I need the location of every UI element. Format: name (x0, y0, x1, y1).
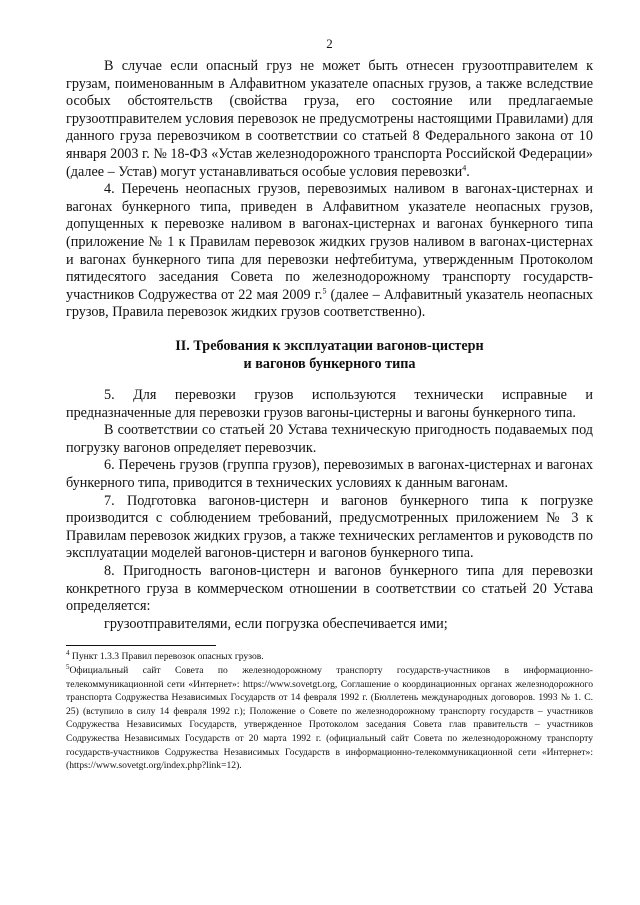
paragraph-8: 8. Пригодность вагонов-цистерн и вагонов бункерного типа для перевозки конкретного груза в коммерческом отношении в соответствии со статьей 20 Устава определяется: (66, 563, 593, 615)
footnote-4 (66, 650, 593, 664)
paragraph-text-tail: . (466, 163, 470, 180)
paragraph-text: В случае если опасный груз не может быть отнесен грузоотправителем к грузам, поименованным в Алфавитном указателе опасных грузов, а также вследствие особых обстоятельств (свойства груза, его состояние или предлагаемые грузоотправителем условия перевозок не предусмотрены настоящими Правилами) для данного груза перевозчиком в соответствии со статьей 8 Федерального закона от 10 января 2003 г. № 18-ФЗ «Устав железнодорожного транспорта Российской Федерации» (далее – Устав) могут устанавливаться особые условия перевозки (66, 58, 593, 180)
paragraph-5: 5. Для перевозки грузов используются технически исправные и предназначенные для перевозки грузов вагоны-цистерны и вагоны бункерного типа. (66, 387, 593, 421)
paragraph-4 (66, 181, 593, 322)
footnote-mark: 5 (66, 662, 70, 671)
paragraph-7: 7. Подготовка вагонов-цистерн и вагонов бункерного типа к погрузке производится с соблюдением требований, предусмотренных приложением № 3 к Правилам перевозок жидких грузов, а также технических регламентов и руководств по эксплуатации моделей вагонов-цистерн и вагонов бункерного типа. (66, 492, 593, 562)
page-number: 2 (326, 36, 333, 51)
paragraph-5-continued: В соответствии со статьей 20 Устава техническую пригодность подаваемых под погрузку вагонов определяет перевозчик. (66, 422, 593, 456)
paragraph-text: 4. Перечень неопасных грузов, перевозимых наливом в вагонах-цистернах и вагонах бункерного типа, приведен в Алфавитном указателе неопасных грузов, допущенных к перевозке наливом в вагонах-цистернах и вагонах бункерного типа (приложение № 1 к Правилам перевозок жидких грузов наливом в вагонах-цистернах и вагонах бункерного типа для перевозки нефтебитума, утвержденным Протоколом пятидесятого заседания Совета по железнодорожному транспорту государств-участников Содружества от 22 мая 2009 г. (66, 181, 593, 303)
footnote-ref-4[interactable]: 4 (462, 162, 467, 172)
footnote-text: Пункт 1.3.3 Правил перевозок опасных грузов. (69, 651, 264, 663)
section-title-line-1: II. Требования к эксплуатации вагонов-цистерн (175, 337, 484, 354)
paragraph-8-item: грузоотправителями, если погрузка обеспечивается ими; (104, 615, 448, 632)
paragraph-6: 6. Перечень грузов (группа грузов), перевозимых в вагонах-цистернах и вагонах бункерного типа, приводится в технических условиях к данным вагонам. (66, 457, 593, 492)
paragraph-text-tail: (далее – Алфавитный указатель неопасных грузов, Правила перевозок жидких грузов соответственно). (66, 286, 593, 321)
footnote-5 (66, 664, 593, 773)
section-title-line-2: и вагонов бункерного типа (243, 355, 416, 372)
paragraph-special-conditions (66, 58, 593, 181)
footnote-ref-5[interactable]: 5 (322, 285, 327, 295)
footnote-mark: 4 (66, 649, 70, 658)
section-title (66, 338, 593, 373)
footnote-text: Официальный сайт Совета по железнодорожному транспорту государств-участников в информационно-телекоммуникационной сети «Интернет»: https://www.sovetgt.org, Соглашение о координационных органах железнодорожного транспорта Содружества Независимых Государств от 14 февраля 1992 г. (Бюллетень международных договоров. 1993 № 1. С. 25) (вступило в силу 14 февраля 1992 г.); Положение о Совете по железнодорожному транспорту государств – участников Содружества Независимых Государств, утвержденное Протоколом заседания Совета глав правительств – участников Содружества Независимых Государств от 20 марта 1992 г. (официальный сайт Совета по железнодорожному транспорту государств-участников Содружества Независимых Государств в информационно-телекоммуникационной сети «Интернет»: (https://www.sovetgt.org/index.php?link=12). (66, 665, 593, 772)
footnote-divider (66, 645, 216, 646)
